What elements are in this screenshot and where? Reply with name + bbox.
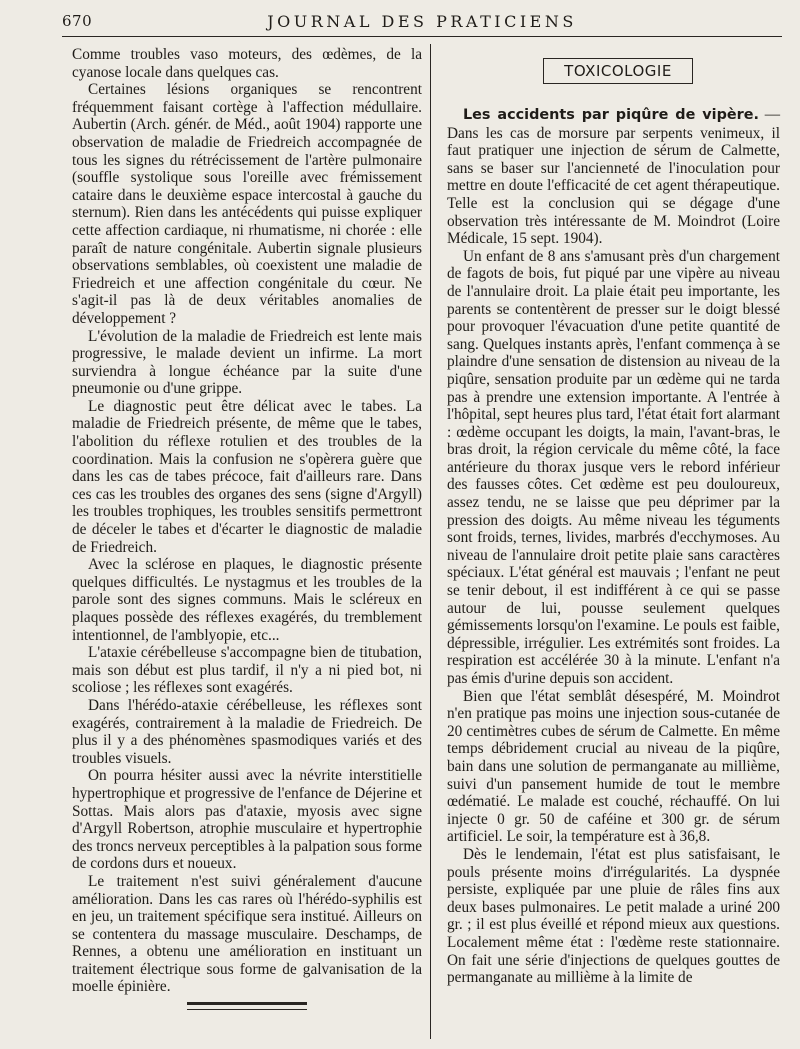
paragraph: Le diagnostic peut être délicat avec le tabes. La maladie de Friedreich présente, de même que le tabes, l'abolition du réflexe rotulien et des troubles de la coordination. Mais la confusion ne s'opèrera guère que dans les cas de tabes précoce, fait d'ailleurs rare. Dans ces cas les troubles des organes des sens (signe d'Argyll) les troubles trophiques, les troubles sensitifs permettront de déceler le tabes et d'écarter le diagnostic de maladie de Friedreich. [72,397,422,556]
paragraph: Bien que l'état semblât désespéré, M. Moindrot n'en pratique pas moins une injection sous-cutanée de 20 centimètres cubes de sérum de Calmette. En même temps débridement crucial au niveau de la piqûre, bain dans une solution de permanganate au millième, suivi d'un pansement humide de tout le membre œdématié. Le malade est couché, réchauffé. On lui injecte 0 gr. 50 de caféine et 300 gr. de sérum artificiel. Le soir, la température est à 36,8. [447,687,780,846]
column-divider [430,44,431,1039]
page-number: 670 [62,12,93,30]
lead-paragraph [447,106,780,248]
right-column [447,46,780,987]
paragraph: Certaines lésions organiques se rencontrent fréquemment faisant cortège à l'affection médullaire. Aubertin (Arch. génér. de Méd., août 1904) rapporte une observation de maladie de Friedreich accompagnée de tous les signes du rétrécissement de l'artère pulmonaire (souffle systolique sous l'oreille avec frémissement cataire dans le deuxième espace intercostal à gauche du sternum). Rien dans les antécédents qui puisse expliquer cette affection cardiaque, ni rhumatisme, ni chorée : elle paraît de nature congénitale. Aubertin signale plusieurs observations semblables, où coexistent une maladie de Friedreich et une affection congénitale du cœur. Ne s'agit-il pas là de deux véritables anomalies de développement ? [72,81,422,327]
paragraph: Dans l'hérédo-ataxie cérébelleuse, les réflexes sont exagérés, contrairement à la maladie de Friedreich. De plus il y a des phénomènes spasmodiques variés et des troubles visuels. [72,696,422,767]
lead-text: — Dans les cas de morsure par serpents venimeux, il faut pratiquer une injection de sérum de Calmette, sans se baser sur l'ancienneté de l'inoculation pour mettre en doute l'efficacité de cet agent thérapeutique. Telle est la conclusion qui se dégage d'une observation très intéressante de M. Moindrot (Loire Médicale, 15 sept. 1904). [447,106,780,248]
article-title: Les accidents par piqûre de vipère. [463,107,759,123]
paragraph: L'ataxie cérébelleuse s'accompagne bien de titubation, mais son début est plus tardif, il n'y a ni pied bot, ni scoliose ; les réflexes sont exagérés. [72,644,422,697]
article-end-rule [187,1002,307,1010]
paragraph: On pourra hésiter aussi avec la névrite interstitielle hypertrophique et progressive de l'enfance de Déjerine et Sottas. Mais alors pas d'ataxie, myosis avec signe d'Argyll Robertson, atrophie musculaire et hypertrophie des troncs nerveux perceptibles à la palpation sous forme de cordons durs et noueux. [72,767,423,873]
section-heading: TOXICOLOGIE [543,58,693,84]
running-head [62,12,782,37]
left-column [72,46,422,1010]
paragraph: Comme troubles vaso moteurs, des œdèmes, de la cyanose locale dans quelques cas. [72,46,422,81]
paragraph: Avec la sclérose en plaques, le diagnostic présente quelques difficultés. Le nystagmus et les troubles de la parole sont des signes communs. Mais le scléreux en plaques possède des réflexes exagérés, du tremblement intentionnel, de l'amblyopie, etc... [72,556,422,644]
paragraph: Un enfant de 8 ans s'amusant près d'un chargement de fagots de bois, fut piqué par une vipère au niveau de l'annulaire droit. La plaie était peu importante, les parents se contentèrent de presser sur le doigt blessé pour provoquer l'évacuation d'une petite quantité de sang. Quelques instants après, l'enfant commença à se plaindre d'une sensation de distension au niveau de la piqûre, sensation produite par un œdème qui ne tarda pas à prendre une extension importante. A l'entrée à l'hôpital, sept heures plus tard, l'état était fort alarmant : œdème occupant les doigts, la main, l'avant-bras, le bras droit, la région cervicale du même côté, la face antérieure du thorax jusque vers le rebord inférieur des fausses côtes. Cet œdème est peu douloureux, assez tendu, ne se laisse que peu déprimer par la pression des doigts. Au même niveau les téguments sont froids, ternes, livides, marbrés d'ecchymoses. Au niveau de l'annulaire droit petite plaie sans caractères spéciaux. L'état général est mauvais ; l'enfant ne peut se tenir debout, il est indifférent à ce qui se passe autour de lui, pousse seulement quelques gémissements lorsqu'on l'examine. Le pouls est faible, dépressible, irrégulier. Les extrémités sont froides. La respiration est accélérée 30 à la minute. L'enfant n'a pas émis d'urine depuis son accident. [447,247,780,687]
paragraph: Le traitement n'est suivi généralement d'aucune amélioration. Dans les cas rares où l'hérédo-syphilis est en jeu, un traitement spécifique sera institué. Ailleurs on se contentera du massage musculaire. Deschamps, de Rennes, a obtenu une amélioration en instituant un traitement électrique sous forme de galvanisation de la moelle épinière. [72,872,422,996]
paragraph: Dès le lendemain, l'état est plus satisfaisant, le pouls présente moins d'irrégularités. La dyspnée persiste, expliquée par une pluie de râles fins aux deux bases pulmonaires. Le petit malade a uriné 200 gr. ; il est plus éveillé et répond mieux aux questions. Localement même état : l'œdème reste stationnaire. On fait une série d'injections de quelques gouttes de permanganate au millième à la limite de [447,845,780,987]
paragraph: L'évolution de la maladie de Friedreich est lente mais progressive, le malade devient un infirme. La mort surviendra à longue échéance par la suite d'une pneumonie ou d'une grippe. [72,327,422,398]
journal-title: JOURNAL DES PRATICIENS [267,12,577,31]
